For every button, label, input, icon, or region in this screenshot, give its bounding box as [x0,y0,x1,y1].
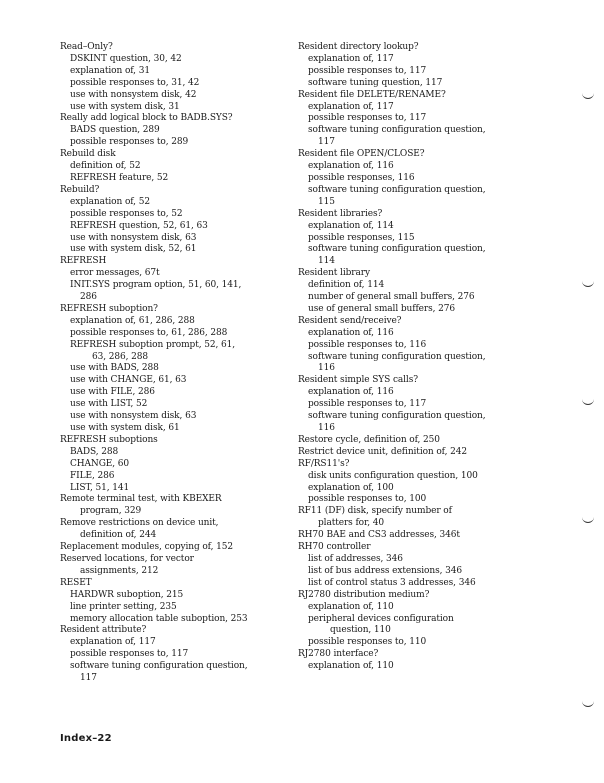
index-subentry: explanation of, 114 [308,220,394,231]
index-subentry: use with system disk, 31 [70,101,180,112]
index-subentry: explanation of, 116 [308,387,394,398]
index-subentry: possible responses to, 110 [308,637,427,648]
margin-scan-mark [582,280,594,287]
index-subentry: possible responses, 115 [308,232,415,243]
index-subentry: explanation of, 110 [308,661,394,672]
index-subentry: definition of, 52 [70,161,141,172]
index-subentry: question, 110 [330,625,391,636]
index-subentry: explanation of, 117 [308,53,394,64]
index-entry: Resident attribute? [60,625,147,636]
index-subentry: REFRESH question, 52, 61, 63 [70,220,208,231]
index-entry: REFRESH [60,256,107,267]
index-entry: Really add logical block to BADB.SYS? [60,113,233,124]
index-subentry: use of general small buffers, 276 [308,303,456,314]
index-subentry: explanation of, 110 [308,601,394,612]
index-subentry: explanation of, 61, 286, 288 [70,315,195,326]
index-entry: RH70 controller [298,542,371,553]
index-subentry: list of control status 3 addresses, 346 [308,577,476,588]
index-subentry: software tuning configuration question, [308,244,486,255]
index-subentry: HARDWR suboption, 215 [70,589,184,600]
index-subentry: possible responses to, 117 [70,649,189,660]
index-subentry: error messages, 67t [70,268,160,279]
index-subentry: use with FILE, 286 [70,387,155,398]
index-entry: Resident file OPEN/CLOSE? [298,149,425,160]
index-entry: Restore cycle, definition of, 250 [298,434,440,445]
index-subentry: use with CHANGE, 61, 63 [70,375,187,386]
index-subentry: 63, 286, 288 [92,351,149,362]
index-subentry: line printer setting, 235 [70,601,177,612]
margin-scan-mark [582,700,594,707]
index-subentry: 117 [80,673,97,684]
index-subentry: definition of, 114 [308,280,385,291]
index-entry: RH70 BAE and CS3 addresses, 346t [298,530,460,541]
index-subentry: use with system disk, 52, 61 [70,244,197,255]
index-entry: RJ2780 distribution medium? [298,589,430,600]
margin-scan-mark [582,516,594,523]
index-subentry: 286 [80,292,97,303]
index-subentry: possible responses, 116 [308,172,415,183]
index-subentry: program, 329 [80,506,142,517]
margin-scan-mark [582,92,594,99]
index-subentry: CHANGE, 60 [70,458,130,469]
index-subentry: FILE, 286 [70,470,115,481]
index-entry: Resident libraries? [298,208,383,219]
index-entry: RF/RS11's? [298,458,350,469]
index-subentry: use with system disk, 61 [70,423,180,433]
index-subentry: peripheral devices configuration [308,613,454,624]
index-subentry: use with nonsystem disk, 42 [70,89,197,100]
index-subentry: explanation of, 100 [308,482,394,493]
index-entry: RJ2780 interface? [298,649,379,660]
index-entry: Restrict device unit, definition of, 242 [298,446,467,457]
index-right-column [298,42,578,673]
index-subentry: platters for, 40 [318,518,384,529]
index-subentry: 117 [318,137,335,148]
index-subentry: explanation of, 116 [308,327,394,338]
index-subentry: software tuning configuration question, [308,351,486,362]
index-subentry: explanation of, 52 [70,196,150,207]
index-entry: RESET [60,577,92,588]
index-subentry: REFRESH feature, 52 [70,172,169,183]
index-subentry: memory allocation table suboption, 253 [70,613,248,624]
index-subentry: software tuning configuration question, [308,125,486,136]
index-entry: Rebuild disk [60,149,116,160]
index-entry: Resident send/receive? [298,315,402,326]
index-subentry: possible responses to, 116 [308,339,427,350]
index-entry: Reserved locations, for vector [60,553,194,564]
index-subentry: 115 [318,196,335,207]
index-entry: Remove restrictions on device unit, [60,518,219,529]
index-subentry: DSKINT question, 30, 42 [70,53,182,64]
index-entry: Resident simple SYS calls? [298,375,418,386]
index-subentry: list of bus address extensions, 346 [308,565,462,576]
index-subentry: definition of, 244 [80,530,157,541]
index-subentry: use with BADS, 288 [70,363,159,374]
index-subentry: BADS, 288 [70,446,119,457]
index-subentry: assignments, 212 [80,565,159,576]
index-subentry: use with nonsystem disk, 63 [70,411,197,422]
index-subentry: possible responses to, 117 [308,399,427,410]
page-footer-label: Index–22 [60,733,112,744]
index-subentry: possible responses to, 117 [308,65,427,76]
index-entry: REFRESH suboptions [60,434,158,445]
index-subentry: disk units configuration question, 100 [308,470,478,481]
index-subentry: software tuning configuration question, [308,411,486,422]
index-subentry: 116 [318,363,335,374]
index-entry: Read–Only? [60,42,113,52]
index-entry: RF11 (DF) disk, specify number of [298,506,452,517]
index-subentry: software tuning configuration question, [308,184,486,195]
index-subentry: explanation of, 116 [308,161,394,172]
index-subentry: software tuning configuration question, [70,661,248,672]
index-entry: Resident library [298,268,370,279]
index-subentry: number of general small buffers, 276 [308,292,475,303]
index-subentry: possible responses to, 31, 42 [70,77,200,88]
index-subentry: explanation of, 31 [70,65,150,76]
index-subentry: LIST, 51, 141 [70,482,130,493]
index-entry: Rebuild? [60,184,100,195]
index-subentry: use with LIST, 52 [70,399,148,410]
index-entry: Resident directory lookup? [298,42,419,52]
index-subentry: explanation of, 117 [308,101,394,112]
index-left-column [60,42,310,685]
margin-scan-mark [582,398,594,405]
index-subentry: explanation of, 117 [70,637,156,648]
index-entry: Remote terminal test, with KBEXER [60,494,222,505]
index-subentry: software tuning question, 117 [308,77,443,88]
index-subentry: use with nonsystem disk, 63 [70,232,197,243]
index-subentry: possible responses to, 61, 286, 288 [70,327,228,338]
index-subentry: 114 [318,256,335,267]
index-subentry: possible responses to, 52 [70,208,183,219]
index-subentry: INIT.SYS program option, 51, 60, 141, [70,280,242,291]
index-entry: REFRESH suboption? [60,303,158,314]
index-subentry: possible responses to, 289 [70,137,189,148]
index-entry: Resident file DELETE/RENAME? [298,89,446,100]
index-subentry: possible responses to, 117 [308,113,427,124]
index-subentry: REFRESH suboption prompt, 52, 61, [70,339,236,350]
index-subentry: BADS question, 289 [70,125,160,136]
index-subentry: list of addresses, 346 [308,553,403,564]
index-entry: Replacement modules, copying of, 152 [60,542,233,553]
index-subentry: 116 [318,423,335,433]
index-subentry: possible responses to, 100 [308,494,427,505]
